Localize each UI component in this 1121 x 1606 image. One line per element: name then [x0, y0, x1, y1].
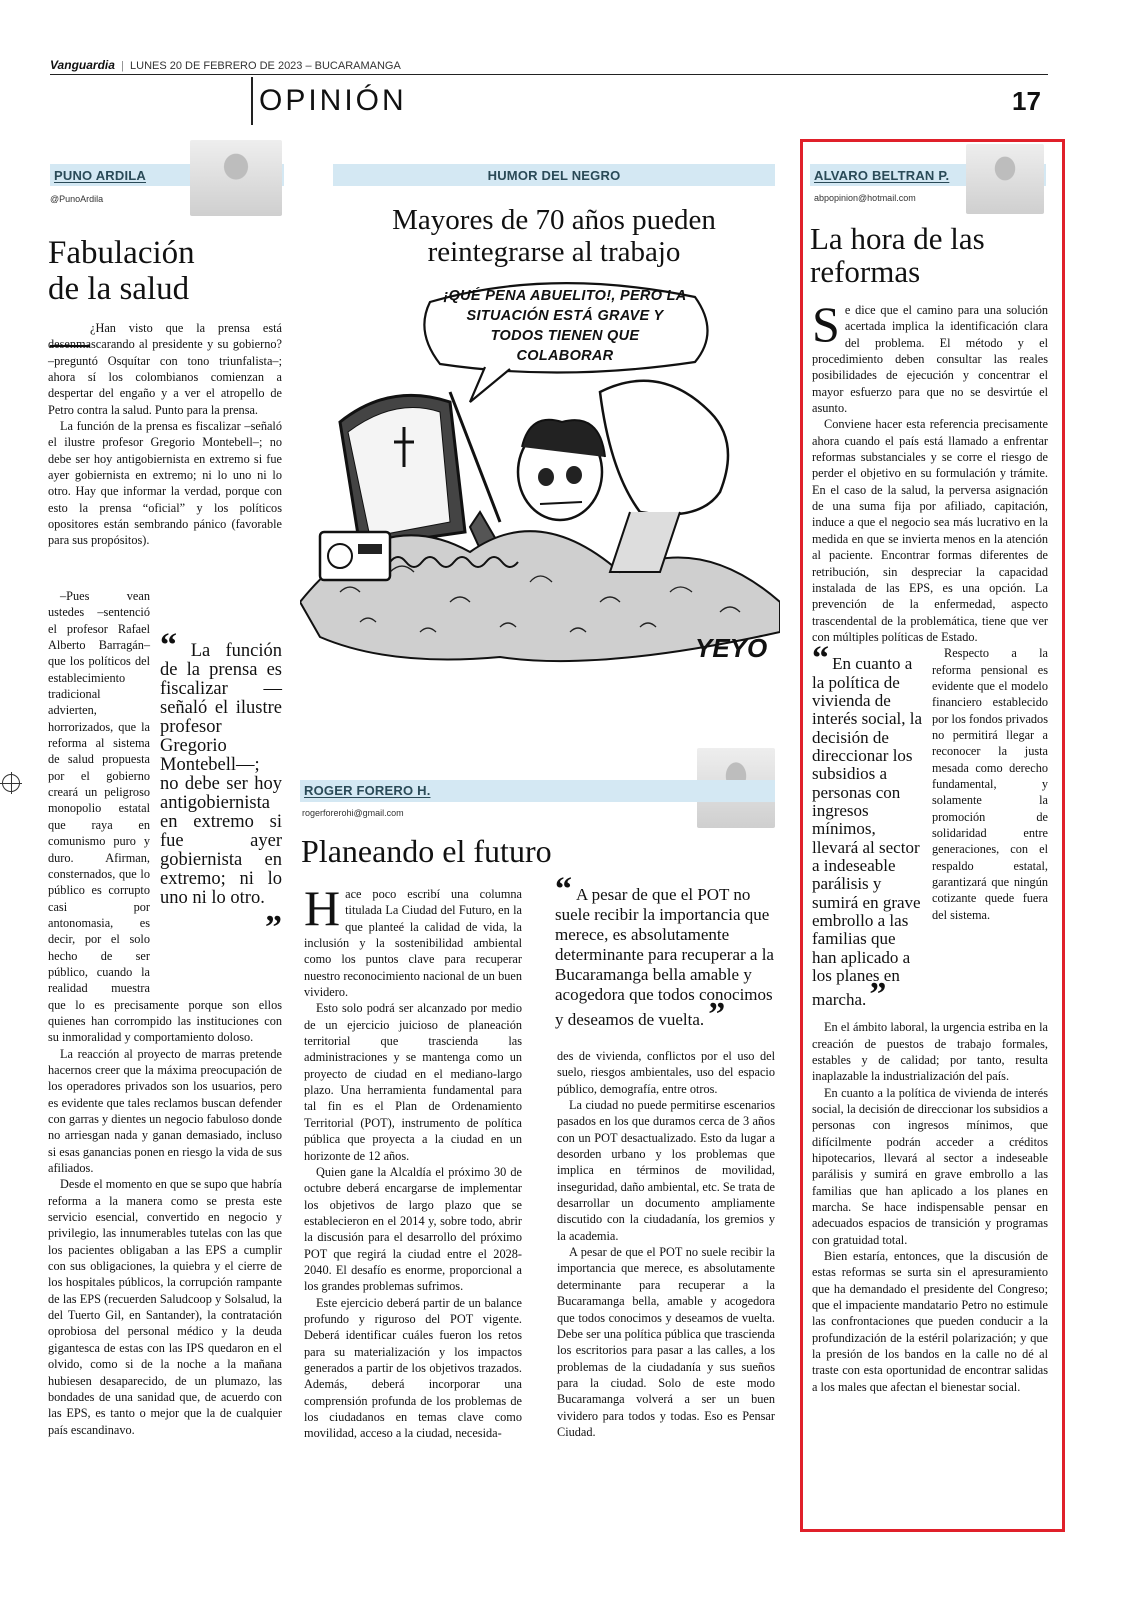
paragraph: La reacción al proyecto de marras pretende hacernos creer que la máxima preocupación de los operadores privados son los usuarios, pero es evidente que tales reclamos buscan defender con garras y dientes un negocio fabuloso donde no arriesgan nada y ganan demasiado, incluso si esas ganancias ponen en riesgo la vida de sus afiliados.	[48, 1046, 282, 1176]
paragraph: Respecto a la reforma pensional es evidente que el modelo financiero establecido por los fondos privados no permitirá llegar a reconocer la justa mesada como derecho fundamental, y solamente la promoción de solidaridad entre generaciones, con el respaldo estatal, garantizará que ningún cotizante quede fuera del sistema.	[932, 646, 1048, 922]
paragraph: En cuanto a la política de vivienda de interés social, la decisión de direccionar los subsidios a personas con ingresos mínimos, que difícilmente podrán acceder a créditos hipotecarios, llevará al sector a indeseable parálisis y sumirá en grave embrollo a las familias que han aplicado a los planes en marcha. Se hace indispensable pensar en adecuados espacios de transición y programas con gratuidad total.	[812, 1085, 1048, 1247]
dateline: LUNES 20 DE FEBRERO DE 2023 – BUCARAMANGA	[130, 60, 401, 72]
cartoon-label: HUMOR DEL NEGRO	[487, 168, 621, 183]
article-body-col-b	[557, 1048, 775, 1440]
pullquote-box	[160, 627, 282, 986]
cartoonist-signature: YEYO	[695, 633, 768, 663]
cartoon-illustration	[300, 272, 780, 682]
section-divider	[251, 77, 253, 125]
cartoon-title: Mayores de 70 años pueden reintegrarse al trabajo	[392, 204, 716, 268]
article-body	[812, 296, 1048, 1395]
article-body-col-a	[304, 880, 522, 1442]
close-quote-icon: ”	[708, 996, 726, 1033]
pullquote-text: En cuanto a la política de vivienda de interés social, la decisión de direccionar los subsidios a personas con ingresos mínimos, llevará al sector a indeseable parálisis y sumirá en grave embrollo a las familias que han aplicado a los planes en marcha.	[812, 654, 922, 1010]
paragraph: La ciudad no puede permitirse escenarios pasados en los que duramos cerca de 3 años con un POT desactualizado. Esto da lugar a desorden urbano y los problemas que implica en términos de movilidad, inseguridad, daño ambiental, etc. Se trata de desarrollar un documento ampliamente discutido con la ciudadanía, los gremios y la academia.	[557, 1098, 775, 1243]
open-quote-icon: “	[160, 627, 177, 664]
header-rule	[50, 74, 1048, 75]
paragraph: Bien estaría, entonces, que la discusión de estas reformas se surta sin el apresuramiento que ha demandado el presidente del Congreso; que el impaciente mandatario Petro no estimule las confrontaciones que pueden conducir a la profundización de la estéril polarización; y que la presión de los bandos en la calle no dé al traste con esta oportunidad de encontrar salidas a los males que afectan el bienestar social.	[812, 1249, 1048, 1394]
masthead	[50, 58, 1048, 74]
author-photo	[190, 140, 282, 216]
paragraph: Quien gane la Alcaldía el próximo 30 de octubre deberá encargarse de implementar los objetivos de largo plazo que se establecieron en el 2014 y, sobre todo, abrir la discusión para el desarrollo del próximo POT que regirá la ciudad entre el 2028-2040. El desafío es enorme, proporcional a los grandes problemas sufrimos.	[304, 1164, 522, 1294]
open-quote-icon: “	[812, 640, 829, 678]
paragraph: –Pues vean ustedes –sentenció el profesor Rafael Alberto Barragán– que los políticos del establecimiento tradicional advierten, horrorizados, que la reforma al sistema de salud propuesta por el gobierno creará un peligroso monopolio estatal que raya en comunismo puro y duro. Afirman, consternados, que lo público es corrupto casi por antonomasia, es decir, por el solo hecho de ser público, cuando la realidad muestra que lo es precisamente porque son ellos quienes han corrompido las instituciones con su inmoralidad y comportamiento doloso.	[48, 589, 282, 1045]
paragraph: Hace poco escribí una columna titulada La Ciudad del Futuro, en la que planteé la calidad de vida, la inclusión y la sostenibilidad ambiental como los puntos clave para recuperar nuestro reconocimiento nacional de un buen vividero.	[304, 880, 522, 1000]
author-name: PUNO ARDILA	[54, 168, 146, 183]
paragraph: La función de la prensa es fiscalizar –señaló el ilustre profesor Gregorio Montebell–; no debe ser hoy antigobiernista en extremo si fue ayer gobiernista en extremo; ni lo uno ni lo otro. Hay que informar la verdad, porque con esto la prensa “oficial” y los políticos opositores están sembrando pánico (favorable para sus propósitos).	[48, 419, 282, 548]
open-quote-icon: “	[555, 871, 572, 908]
pullquote-box	[812, 640, 922, 1019]
section-title: OPINIÓN	[259, 84, 407, 117]
paragraph: En el ámbito laboral, la urgencia estriba en la creación de puestos de trabajo formales, estables y de calidad; por tanto, resulta inaplazable la industrialización del país.	[812, 1020, 1048, 1084]
page-number: 17	[1012, 86, 1041, 116]
paragraph: des de vivienda, conflictos por el uso del suelo, riesgos ambientales, uso del espacio público, demografía, entre otros.	[557, 1049, 775, 1096]
article-title: Fabulación de la salud	[48, 235, 195, 307]
author-name: ROGER FORERO H.	[304, 783, 431, 798]
paragraph: Desde el momento en que se supo que habría reforma a la manera como se presta este servicio esencial, convertido en negocio y privilegio, las innumerables tutelas con las que los pacientes obligaban a las EPS a cumplir con sus obligaciones, la quiebra y el cierre de los hospitales públicos, la corrupción rampante de las EPS (recuerden Saludcoop y Solsalud, la del Tuerto Gil, en Santander), la contratación oprobiosa del personal médico y la deuda gigantesca de estas con las IPS quedaron en el olvido, como si de la noche a la mañana hubiesen desaparecido, de un plumazo, las bondades de una sanidad que, de acuerdo con las EPS, es tanto o mejor que la de cualquier país escandinavo.	[48, 1177, 282, 1437]
paragraph: Esto solo podrá ser alcanzado por medio de un ejercicio juicioso de planeación territorial que trascienda las administraciones y se mantenga como un proyecto de ciudad en el mediano-largo plazo. Una herramienta fundamental para tal fin es el Plan de Ordenamiento Territorial (POT), instrumento de política pública que proyecta a la ciudad en un horizonte de 12 años.	[304, 1001, 522, 1163]
author-handle: @PunoArdila	[50, 194, 104, 204]
separator: |	[117, 60, 127, 72]
author-email: abpopinion@hotmail.com	[814, 193, 916, 203]
pullquote-text: A pesar de que el POT no suele recibir la importancia que merece, es absolutamente determinante para recuperar a la Bucaramanga bella amable y acogedora que todos conocimos y deseamos de vuelta.	[555, 885, 774, 1029]
author-name: ALVARO BELTRAN P.	[814, 168, 950, 183]
pullquote-box	[555, 871, 777, 1033]
article-body-top	[48, 320, 282, 549]
close-quote-icon: ”	[869, 976, 887, 1014]
paragraph: Se dice que el camino para una solución acertada implica la identificación clara del problema. El método y el procedimiento deben consultar las reales posibilidades de ejecución y concentrar el mayor esfuerzo para que no se desvirtúe el asunto.	[812, 296, 1048, 416]
pullquote-text: La función de la prensa es fiscalizar —señaló el ilustre profesor Gregorio Montebell—; no debe ser hoy antigobiernista en extremo si fue ayer gobiernista en extremo; ni lo uno ni lo otro.	[160, 641, 282, 908]
article-title: La hora de las reformas	[810, 221, 985, 290]
article-title: Planeando el futuro	[301, 833, 552, 869]
drop-cap: S	[812, 296, 840, 352]
registration-mark-icon	[2, 774, 20, 792]
close-quote-icon: ”	[265, 909, 282, 946]
paragraph: A pesar de que el POT no suele recibir la importancia que merece, es absolutamente determinante para recuperar a la Bucaramanga bella, amable y acogedora que todos conocimos y deseamos de vuelta. Debe ser una política pública que trascienda los escritorios para pasar a las calles, a los problemas de la ciudadanía y sus sueños para la ciudad. Solo de este modo Bucaramanga volverá a ser un buen vividero para todos y todas. Eso es Pensar Ciudad.	[557, 1245, 775, 1439]
drop-cap: H	[304, 880, 341, 936]
article-body-narrow	[48, 588, 282, 1438]
brand-logo: Vanguardia	[50, 58, 115, 72]
author-photo	[966, 144, 1044, 214]
speech-bubble-text: ¡QUÉ PENA ABUELITO!, PERO LA SITUACIÓN ESTÁ GRAVE Y TODOS TIENEN QUE COLABORAR	[443, 288, 687, 364]
paragraph: Este ejercicio deberá partir de un balance profundo y riguroso del POT vigente. Deberá identificar cuáles fueron los retos para su materialización y los impactos generados a partir de los objetivos trazados. Además, deberá incorporar una comprensión profunda de los problemas de los ciudadanos en temas clave como movilidad, acceso a la ciudad, necesida-	[304, 1295, 522, 1441]
author-email: rogerforerohi@gmail.com	[302, 808, 404, 818]
paragraph: ¿Han visto que la prensa está desenmascarando al presidente y su gobierno? –preguntó Osquítar con tono triunfalista–; ahora sí los colombianos comienzan a despertar del engaño y a ver el atropello de Petro contra la salud. Punto para la prensa.	[48, 321, 282, 417]
paragraph: Conviene hacer esta referencia precisamente ahora cuando el país está llamado a enfrentar reformas substanciales y se corre el riesgo de perder el objetivo en su formulación y trámite. En el caso de la salud, la perversa asignación de una suma fija por afiliado, capitación, induce a que el negocio sea más lucrativo en la medida en que se invierta menos en la atención al paciente. Encontrar formas diferentes de retribución, sin despreciar la capacidad instalada de las EPS, es una opción. La prevención de la enfermedad, aspecto trascendental de la problemática, tiene que ver con múltiples políticas de Estado.	[812, 417, 1048, 644]
